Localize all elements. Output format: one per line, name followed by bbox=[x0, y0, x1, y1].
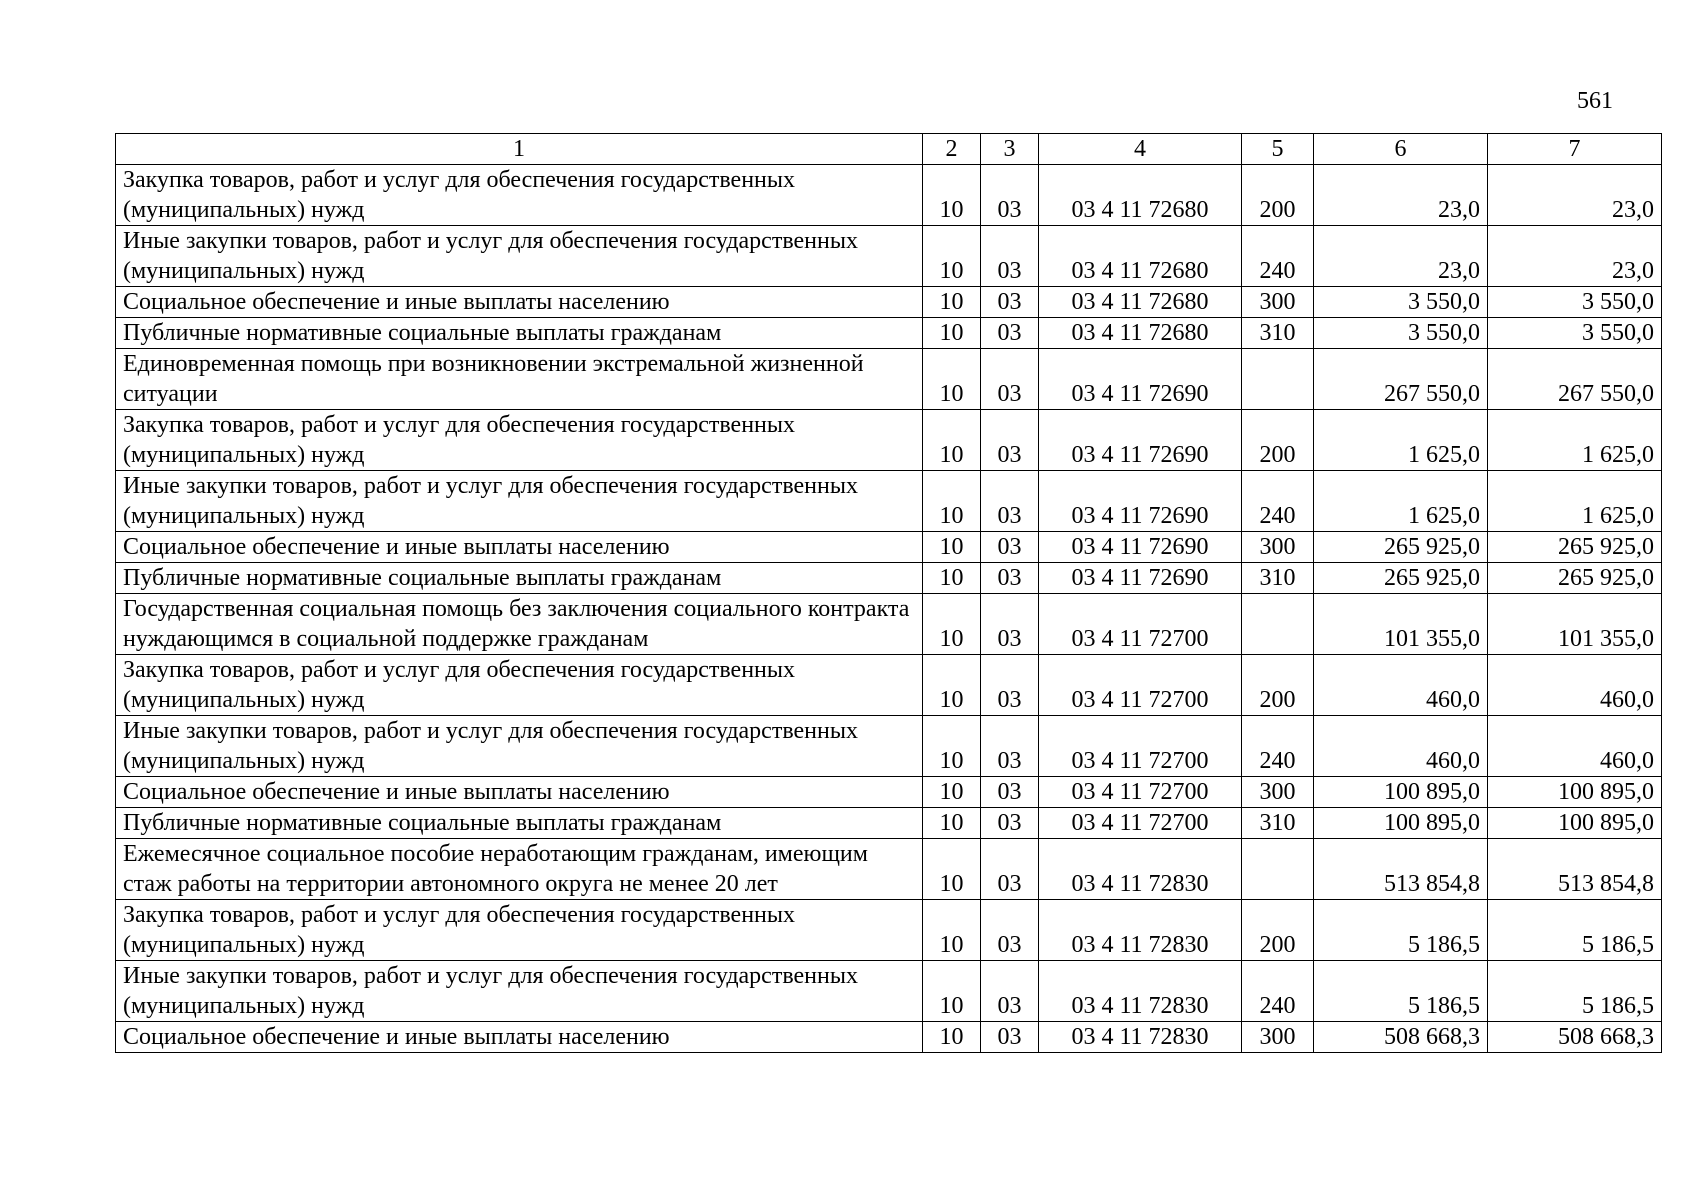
row-subsection-cell: 03 bbox=[981, 165, 1039, 226]
row-name-cell: Иные закупки товаров, работ и услуг для обеспечения государственных (муниципальных) нужд bbox=[116, 471, 923, 532]
row-amount-cell: 100 895,0 bbox=[1314, 808, 1488, 839]
row-amount-cell: 3 550,0 bbox=[1488, 318, 1662, 349]
row-name-cell: Социальное обеспечение и иные выплаты населению bbox=[116, 777, 923, 808]
table-row bbox=[116, 165, 1662, 226]
row-expense-type-cell: 240 bbox=[1242, 716, 1314, 777]
table-row bbox=[116, 226, 1662, 287]
row-expense-type-cell: 310 bbox=[1242, 563, 1314, 594]
row-amount-cell: 23,0 bbox=[1488, 226, 1662, 287]
row-section-cell: 10 bbox=[923, 532, 981, 563]
row-subsection-cell: 03 bbox=[981, 287, 1039, 318]
row-expense-type-cell: 310 bbox=[1242, 808, 1314, 839]
row-expense-type-cell: 240 bbox=[1242, 471, 1314, 532]
row-target-article-cell: 03 4 11 72690 bbox=[1039, 410, 1242, 471]
row-name-cell: Государственная социальная помощь без заключения социального контракта нуждающимся в социальной поддержке гражданам bbox=[116, 594, 923, 655]
row-name-cell: Иные закупки товаров, работ и услуг для обеспечения государственных (муниципальных) нужд bbox=[116, 716, 923, 777]
row-subsection-cell: 03 bbox=[981, 226, 1039, 287]
row-section-cell: 10 bbox=[923, 716, 981, 777]
row-subsection-cell: 03 bbox=[981, 716, 1039, 777]
header-cell: 7 bbox=[1488, 134, 1662, 165]
row-subsection-cell: 03 bbox=[981, 777, 1039, 808]
row-target-article-cell: 03 4 11 72680 bbox=[1039, 226, 1242, 287]
row-amount-cell: 1 625,0 bbox=[1488, 471, 1662, 532]
row-subsection-cell: 03 bbox=[981, 471, 1039, 532]
row-expense-type-cell bbox=[1242, 349, 1314, 410]
row-name-cell: Публичные нормативные социальные выплаты гражданам bbox=[116, 808, 923, 839]
row-amount-cell: 508 668,3 bbox=[1488, 1022, 1662, 1053]
table-body bbox=[116, 165, 1662, 1053]
row-target-article-cell: 03 4 11 72830 bbox=[1039, 1022, 1242, 1053]
table-row bbox=[116, 349, 1662, 410]
row-amount-cell: 100 895,0 bbox=[1488, 808, 1662, 839]
row-amount-cell: 5 186,5 bbox=[1488, 900, 1662, 961]
row-subsection-cell: 03 bbox=[981, 594, 1039, 655]
row-section-cell: 10 bbox=[923, 594, 981, 655]
header-cell: 3 bbox=[981, 134, 1039, 165]
row-expense-type-cell: 300 bbox=[1242, 1022, 1314, 1053]
row-name-cell: Публичные нормативные социальные выплаты гражданам bbox=[116, 318, 923, 349]
row-subsection-cell: 03 bbox=[981, 808, 1039, 839]
row-amount-cell: 265 925,0 bbox=[1314, 563, 1488, 594]
row-expense-type-cell: 300 bbox=[1242, 287, 1314, 318]
row-section-cell: 10 bbox=[923, 839, 981, 900]
row-name-cell: Социальное обеспечение и иные выплаты населению bbox=[116, 532, 923, 563]
row-name-cell: Ежемесячное социальное пособие неработающим гражданам, имеющим стаж работы на территории автономного округа не менее 20 лет bbox=[116, 839, 923, 900]
row-subsection-cell: 03 bbox=[981, 1022, 1039, 1053]
header-cell: 6 bbox=[1314, 134, 1488, 165]
row-section-cell: 10 bbox=[923, 318, 981, 349]
row-amount-cell: 1 625,0 bbox=[1314, 471, 1488, 532]
row-amount-cell: 101 355,0 bbox=[1314, 594, 1488, 655]
table-row bbox=[116, 839, 1662, 900]
row-amount-cell: 508 668,3 bbox=[1314, 1022, 1488, 1053]
row-amount-cell: 460,0 bbox=[1314, 655, 1488, 716]
row-expense-type-cell: 200 bbox=[1242, 655, 1314, 716]
row-name-cell: Социальное обеспечение и иные выплаты населению bbox=[116, 287, 923, 318]
table-row bbox=[116, 655, 1662, 716]
row-amount-cell: 265 925,0 bbox=[1488, 532, 1662, 563]
row-amount-cell: 100 895,0 bbox=[1314, 777, 1488, 808]
row-target-article-cell: 03 4 11 72680 bbox=[1039, 318, 1242, 349]
row-amount-cell: 265 925,0 bbox=[1488, 563, 1662, 594]
row-target-article-cell: 03 4 11 72700 bbox=[1039, 655, 1242, 716]
row-name-cell: Закупка товаров, работ и услуг для обеспечения государственных (муниципальных) нужд bbox=[116, 900, 923, 961]
row-expense-type-cell: 310 bbox=[1242, 318, 1314, 349]
row-amount-cell: 101 355,0 bbox=[1488, 594, 1662, 655]
row-section-cell: 10 bbox=[923, 655, 981, 716]
row-subsection-cell: 03 bbox=[981, 349, 1039, 410]
table-row bbox=[116, 716, 1662, 777]
row-target-article-cell: 03 4 11 72690 bbox=[1039, 563, 1242, 594]
row-name-cell: Иные закупки товаров, работ и услуг для обеспечения государственных (муниципальных) нужд bbox=[116, 226, 923, 287]
row-subsection-cell: 03 bbox=[981, 900, 1039, 961]
row-amount-cell: 5 186,5 bbox=[1314, 900, 1488, 961]
header-cell: 5 bbox=[1242, 134, 1314, 165]
row-target-article-cell: 03 4 11 72690 bbox=[1039, 349, 1242, 410]
page-number: 561 bbox=[1577, 88, 1613, 114]
row-section-cell: 10 bbox=[923, 961, 981, 1022]
row-target-article-cell: 03 4 11 72830 bbox=[1039, 961, 1242, 1022]
row-expense-type-cell: 200 bbox=[1242, 165, 1314, 226]
header-cell: 2 bbox=[923, 134, 981, 165]
row-expense-type-cell bbox=[1242, 594, 1314, 655]
row-amount-cell: 1 625,0 bbox=[1314, 410, 1488, 471]
row-amount-cell: 100 895,0 bbox=[1488, 777, 1662, 808]
row-name-cell: Иные закупки товаров, работ и услуг для обеспечения государственных (муниципальных) нужд bbox=[116, 961, 923, 1022]
table-row bbox=[116, 563, 1662, 594]
table-row bbox=[116, 808, 1662, 839]
row-section-cell: 10 bbox=[923, 808, 981, 839]
row-amount-cell: 5 186,5 bbox=[1488, 961, 1662, 1022]
row-amount-cell: 267 550,0 bbox=[1314, 349, 1488, 410]
row-subsection-cell: 03 bbox=[981, 410, 1039, 471]
row-amount-cell: 460,0 bbox=[1488, 655, 1662, 716]
row-expense-type-cell bbox=[1242, 839, 1314, 900]
table-row bbox=[116, 410, 1662, 471]
row-name-cell: Социальное обеспечение и иные выплаты населению bbox=[116, 1022, 923, 1053]
row-section-cell: 10 bbox=[923, 410, 981, 471]
table-row bbox=[116, 532, 1662, 563]
table-row bbox=[116, 594, 1662, 655]
row-section-cell: 10 bbox=[923, 471, 981, 532]
table-row bbox=[116, 1022, 1662, 1053]
table-row bbox=[116, 961, 1662, 1022]
header-cell: 1 bbox=[116, 134, 923, 165]
row-expense-type-cell: 300 bbox=[1242, 777, 1314, 808]
row-subsection-cell: 03 bbox=[981, 961, 1039, 1022]
row-target-article-cell: 03 4 11 72700 bbox=[1039, 777, 1242, 808]
row-subsection-cell: 03 bbox=[981, 318, 1039, 349]
row-name-cell: Закупка товаров, работ и услуг для обеспечения государственных (муниципальных) нужд bbox=[116, 410, 923, 471]
row-target-article-cell: 03 4 11 72690 bbox=[1039, 471, 1242, 532]
row-expense-type-cell: 300 bbox=[1242, 532, 1314, 563]
row-amount-cell: 3 550,0 bbox=[1314, 318, 1488, 349]
row-target-article-cell: 03 4 11 72690 bbox=[1039, 532, 1242, 563]
header-cell: 4 bbox=[1039, 134, 1242, 165]
row-target-article-cell: 03 4 11 72830 bbox=[1039, 900, 1242, 961]
row-name-cell: Единовременная помощь при возникновении экстремальной жизненной ситуации bbox=[116, 349, 923, 410]
row-subsection-cell: 03 bbox=[981, 563, 1039, 594]
table-row bbox=[116, 900, 1662, 961]
row-section-cell: 10 bbox=[923, 777, 981, 808]
row-name-cell: Закупка товаров, работ и услуг для обеспечения государственных (муниципальных) нужд bbox=[116, 165, 923, 226]
row-amount-cell: 5 186,5 bbox=[1314, 961, 1488, 1022]
row-expense-type-cell: 200 bbox=[1242, 410, 1314, 471]
row-amount-cell: 513 854,8 bbox=[1488, 839, 1662, 900]
row-expense-type-cell: 240 bbox=[1242, 226, 1314, 287]
row-section-cell: 10 bbox=[923, 165, 981, 226]
row-amount-cell: 265 925,0 bbox=[1314, 532, 1488, 563]
row-section-cell: 10 bbox=[923, 226, 981, 287]
row-target-article-cell: 03 4 11 72700 bbox=[1039, 594, 1242, 655]
table-row bbox=[116, 287, 1662, 318]
row-target-article-cell: 03 4 11 72700 bbox=[1039, 808, 1242, 839]
row-target-article-cell: 03 4 11 72680 bbox=[1039, 165, 1242, 226]
row-amount-cell: 267 550,0 bbox=[1488, 349, 1662, 410]
table-row bbox=[116, 777, 1662, 808]
row-amount-cell: 23,0 bbox=[1488, 165, 1662, 226]
row-section-cell: 10 bbox=[923, 287, 981, 318]
row-subsection-cell: 03 bbox=[981, 655, 1039, 716]
row-section-cell: 10 bbox=[923, 563, 981, 594]
row-amount-cell: 23,0 bbox=[1314, 165, 1488, 226]
header-row bbox=[116, 134, 1662, 165]
row-subsection-cell: 03 bbox=[981, 532, 1039, 563]
row-subsection-cell: 03 bbox=[981, 839, 1039, 900]
row-expense-type-cell: 200 bbox=[1242, 900, 1314, 961]
row-section-cell: 10 bbox=[923, 1022, 981, 1053]
row-target-article-cell: 03 4 11 72830 bbox=[1039, 839, 1242, 900]
row-target-article-cell: 03 4 11 72700 bbox=[1039, 716, 1242, 777]
row-amount-cell: 3 550,0 bbox=[1314, 287, 1488, 318]
row-amount-cell: 3 550,0 bbox=[1488, 287, 1662, 318]
table-row bbox=[116, 471, 1662, 532]
row-target-article-cell: 03 4 11 72680 bbox=[1039, 287, 1242, 318]
table-row bbox=[116, 318, 1662, 349]
row-amount-cell: 460,0 bbox=[1488, 716, 1662, 777]
row-expense-type-cell: 240 bbox=[1242, 961, 1314, 1022]
row-amount-cell: 460,0 bbox=[1314, 716, 1488, 777]
row-name-cell: Закупка товаров, работ и услуг для обеспечения государственных (муниципальных) нужд bbox=[116, 655, 923, 716]
row-amount-cell: 23,0 bbox=[1314, 226, 1488, 287]
row-section-cell: 10 bbox=[923, 900, 981, 961]
row-section-cell: 10 bbox=[923, 349, 981, 410]
row-name-cell: Публичные нормативные социальные выплаты гражданам bbox=[116, 563, 923, 594]
row-amount-cell: 1 625,0 bbox=[1488, 410, 1662, 471]
budget-table bbox=[115, 133, 1662, 1053]
row-amount-cell: 513 854,8 bbox=[1314, 839, 1488, 900]
